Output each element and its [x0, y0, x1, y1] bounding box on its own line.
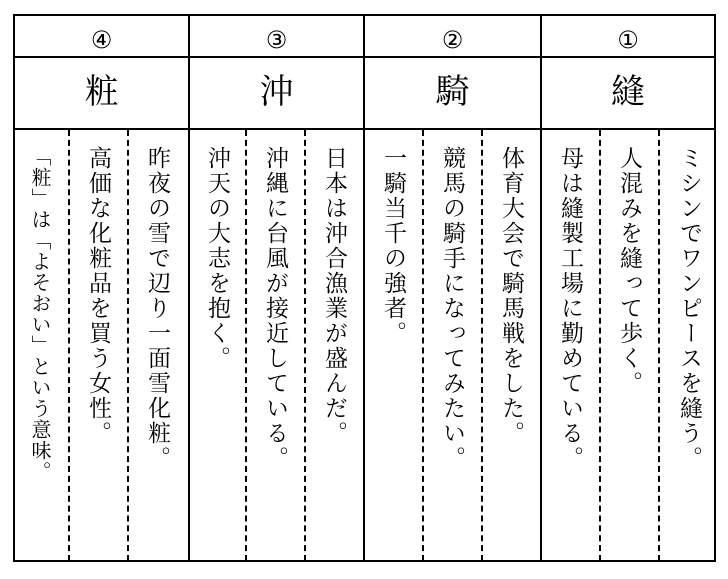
section-number: ④ [90, 26, 113, 54]
example-sentence: 日本は沖合漁業が盛んだ。 [321, 146, 347, 446]
example-sentence: 一騎当千の強者。 [380, 146, 406, 346]
sentence-divider [422, 130, 424, 561]
sentence-divider [658, 130, 660, 561]
example-sentence: 競馬の騎手になってみたい。 [439, 146, 465, 471]
section-number: ③ [265, 26, 288, 54]
section-kanji: 騎 [435, 72, 470, 112]
section-number: ② [441, 26, 464, 54]
example-sentence: 「粧」は「よそおい」という意味。 [28, 146, 52, 482]
section-kanji: 縫 [611, 72, 645, 112]
sentence-divider [304, 130, 306, 561]
section-number: ① [617, 26, 639, 54]
example-sentence: 人混みを縫って歩く。 [616, 146, 642, 396]
example-sentence: ミシンでワンピースを縫う。 [676, 146, 702, 471]
example-sentence: 昨夜の雪で辺り一面雪化粧。 [144, 146, 170, 471]
sentence-divider [68, 130, 70, 561]
section-kanji: 沖 [259, 72, 294, 112]
sentence-divider [245, 130, 247, 561]
sentence-divider [599, 130, 601, 561]
example-sentence: 高価な化粧品を買う女性。 [85, 146, 111, 446]
example-sentence: 沖縄に台風が接近している。 [262, 146, 288, 471]
sentence-divider [481, 130, 483, 561]
section-kanji: 粧 [84, 72, 119, 112]
example-sentence: 母は縫製工場に勤めている。 [557, 146, 583, 471]
example-sentence: 体育大会で騎馬戦をした。 [498, 146, 524, 446]
example-sentence: 沖天の大志を抱く。 [204, 146, 230, 371]
sentence-divider [127, 130, 129, 561]
